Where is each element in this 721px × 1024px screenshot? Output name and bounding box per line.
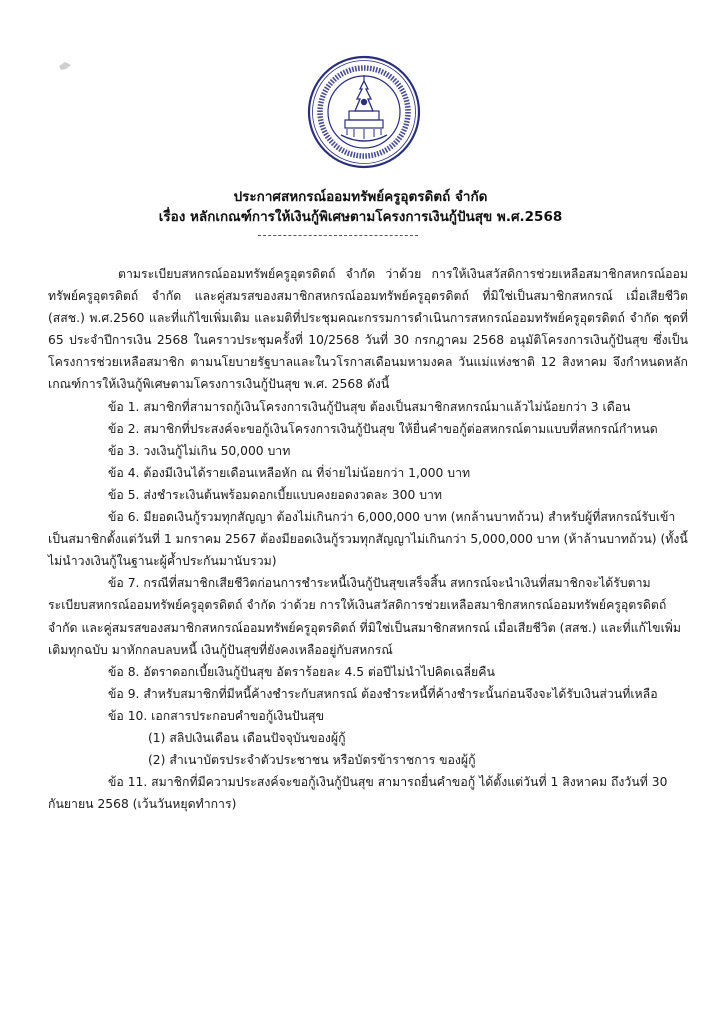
clause-3: ข้อ 3. วงเงินกู้ไม่เกิน 50,000 บาท bbox=[108, 443, 291, 458]
document-item-1: (1) สลิปเงินเดือน เดือนปัจจุบันของผู้กู้ bbox=[148, 730, 346, 745]
clause-10: ข้อ 10. เอกสารประกอบคำขอกู้เงินปันสุข bbox=[108, 708, 324, 723]
clause-7: ข้อ 7. กรณีที่สมาชิกเสียชีวิตก่อนการชำระหนี้เงินกู้ปันสุขเสร็จสิ้น สหกรณ์จะนำเงินที่สมาชิกจะได้รับตามระเบียบสหกรณ์ออมทรัพย์ครูอุตรดิตถ์ จำกัด ว่าด้วย การให้เงินสวัสดิการช่วยเหลือสมาชิกสหกรณ์ออมทรัพย์ครูอุตรดิตถ์ จำกัด และคู่สมรสของสมาชิกสหกรณ์ออมทรัพย์ครูอุตรดิตถ์ ที่มิใช่เป็นสมาชิกสหกรณ์ เมื่อเสียชีวิต (สสช.) และที่แก้ไขเพิ่มเติมทุกฉบับ มาหักกลบลบหนี้ เงินกู้ปันสุขที่ยังคงเหลืออยู่กับสหกรณ์ bbox=[48, 576, 682, 657]
cooperative-seal-logo bbox=[307, 55, 421, 169]
clause-6: ข้อ 6. มียอดเงินกู้รวมทุกสัญญา ต้องไม่เกินกว่า 6,000,000 บาท (หกล้านบาทถ้วน) สำหรับผู้ที่สหกรณ์รับเข้าเป็นสมาชิกตั้งแต่วันที่ 1 มกราคม 2567 ต้องมียอดเงินกู้รวมทุกสัญญาไม่เกินกว่า 5,000,000 บาท (ห้าล้านบาทถ้วน) (ทั้งนี้ไม่นำวงเงินกู้ในฐานะผู้ค้ำประกันมานับรวม) bbox=[48, 510, 688, 569]
dashed-divider bbox=[258, 235, 418, 236]
clause-4: ข้อ 4. ต้องมีเงินได้รายเดือนเหลือหัก ณ ที่จ่ายไม่น้อยกว่า 1,000 บาท bbox=[108, 465, 471, 480]
intro-paragraph: ตามระเบียบสหกรณ์ออมทรัพย์ครูอุตรดิตถ์ จำกัด ว่าด้วย การให้เงินสวัสดิการช่วยเหลือสมาชิกสหกรณ์ออมทรัพย์ครูอุตรดิตถ์ จำกัด และคู่สมรสของสมาชิกสหกรณ์ออมทรัพย์ครูอุตรดิตถ์ ที่มิใช่เป็นสมาชิกสหกรณ์ เมื่อเสียชีวิต (สสช.) พ.ศ.2560 และที่แก้ไขเพิ่มเติม และมติที่ประชุมคณะกรรมการดำเนินการสหกรณ์ออมทรัพย์ครูอุตรดิตถ์ จำกัด ชุดที่ 65 ประจำปีการเงิน 2568 ในคราวประชุมครั้งที่ 10/2568 วันที่ 30 กรกฎาคม 2568 อนุมัติโครงการเงินกู้ปันสุข ซึ่งเป็นโครงการช่วยเหลือสมาชิก ตามนโยบายรัฐบาลและในวโรกาสเดือนมหามงคล วันแม่แห่งชาติ 12 สิงหาคม จึงกำหนดหลักเกณฑ์การให้เงินกู้พิเศษตามโครงการเงินกู้ปันสุข พ.ศ. 2568 ดังนี้ bbox=[48, 267, 688, 392]
clause-2: ข้อ 2. สมาชิกที่ประสงค์จะขอกู้เงินโครงการเงินกู้ปันสุข ให้ยื่นคำขอกู้ต่อสหกรณ์ตามแบบที่สหกรณ์กำหนด bbox=[108, 421, 658, 436]
clause-8: ข้อ 8. อัตราดอกเบี้ยเงินกู้ปันสุข อัตราร้อยละ 4.5 ต่อปีไม่นำไปคิดเฉลี่ยคืน bbox=[108, 664, 495, 679]
announcement-title: ประกาศสหกรณ์ออมทรัพย์ครูอุตรดิตถ์ จำกัด bbox=[233, 189, 488, 205]
scan-speck-mark bbox=[58, 60, 72, 72]
document-item-2: (2) สำเนาบัตรประจำตัวประชาชน หรือบัตรข้าราชการ ของผู้กู้ bbox=[148, 753, 476, 768]
clause-9: ข้อ 9. สำหรับสมาชิกที่มีหนี้ค้างชำระกับสหกรณ์ ต้องชำระหนี้ที่ค้างชำระนั้นก่อนจึงจะได้รับเงินส่วนที่เหลือ bbox=[108, 686, 658, 701]
clause-5: ข้อ 5. ส่งชำระเงินต้นพร้อมดอกเบี้ยแบบคงยอดงวดละ 300 บาท bbox=[108, 487, 443, 502]
clause-11: ข้อ 11. สมาชิกที่มีความประสงค์จะขอกู้เงินกู้ปันสุข สามารถยื่นคำขอกู้ ได้ตั้งแต่วันที่ 1 สิงหาคม ถึงวันที่ 30 กันยายน 2568 (เว้นวันหยุดทำการ) bbox=[48, 775, 668, 812]
announcement-subject: เรื่อง หลักเกณฑ์การให้เงินกู้พิเศษตามโครงการเงินกู้ปันสุข พ.ศ.2568 bbox=[158, 209, 563, 225]
announcement-body bbox=[48, 263, 688, 815]
clause-1: ข้อ 1. สมาชิกที่สามารถกู้เงินโครงการเงินกู้ปันสุข ต้องเป็นสมาชิกสหกรณ์มาแล้วไม่น้อยกว่า 3 เดือน bbox=[108, 399, 631, 414]
